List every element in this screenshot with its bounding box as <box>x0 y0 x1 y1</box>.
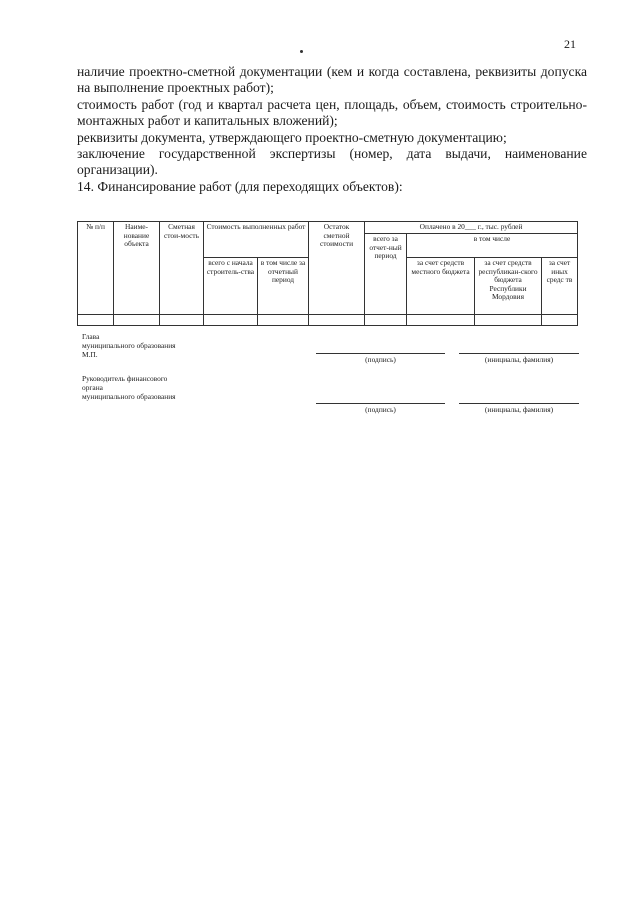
header-cost-total: всего с начала строитель-ства <box>204 258 258 315</box>
header-other-funds: за счет иных средс тв <box>542 258 578 315</box>
header-paid-total: всего за отчет-ный период <box>365 234 407 315</box>
header-including: в том числе <box>407 234 578 258</box>
head-label: Глава муниципального образования М.П. <box>82 332 176 359</box>
header-paid: Оплачено в 20___ г., тыс. рублей <box>365 222 578 234</box>
table-cell <box>542 315 578 326</box>
finance-initials-line <box>459 403 579 404</box>
header-num: № п/п <box>78 222 114 315</box>
table-cell <box>309 315 365 326</box>
finance-signature-line <box>316 403 445 404</box>
finance-initials-caption: (инициалы, фамилия) <box>484 405 554 414</box>
finance-head-label: Руководитель финансового органа муниципального образования <box>82 374 176 401</box>
table-cell <box>160 315 204 326</box>
head-signature-caption: (подпись) <box>365 355 396 364</box>
paragraph-approval-doc: реквизиты документа, утверждающего проектно-сметную документацию; <box>77 129 507 145</box>
table-cell <box>407 315 475 326</box>
finance-signature-caption: (подпись) <box>365 405 396 414</box>
section-heading: 14. Финансирование работ (для переходящих объектов): <box>77 178 403 194</box>
table-cell <box>114 315 160 326</box>
header-object-name: Наиме-нование объекта <box>114 222 160 315</box>
header-local-budget: за счет средств местного бюджета <box>407 258 475 315</box>
table-cell <box>204 315 258 326</box>
paragraph-project-docs: наличие проектно-сметной документации (кем и когда составлена, реквизиты допуска на выполнение проектных работ); <box>77 64 587 96</box>
paragraph-expertise: заключение государственной экспертизы (номер, дата выдачи, наименование организации). <box>77 146 587 178</box>
table-cell <box>475 315 542 326</box>
table-row <box>78 315 578 326</box>
financing-table <box>77 221 578 326</box>
table-cell <box>78 315 114 326</box>
header-cost-done: Стоимость выполненных работ <box>204 222 309 258</box>
stray-mark <box>300 50 303 53</box>
paragraph-work-cost: стоимость работ (год и квартал расчета цен, площадь, объем, стоимость строительно-монтажных работ и капитальных вложений); <box>77 96 587 129</box>
head-initials-caption: (инициалы, фамилия) <box>484 355 554 364</box>
head-initials-line <box>459 353 579 354</box>
header-cost-period: в том числе за отчетный период <box>258 258 309 315</box>
body-text <box>77 64 587 195</box>
header-republic-budget: за счет средств республикан-ского бюджета Республики Мордовия <box>475 258 542 315</box>
header-estimate: Сметная стои-мость <box>160 222 204 315</box>
header-remaining: Остаток сметной стоимости <box>309 222 365 315</box>
table-cell <box>365 315 407 326</box>
table-cell <box>258 315 309 326</box>
page-number: 21 <box>564 37 576 51</box>
head-signature-line <box>316 353 445 354</box>
